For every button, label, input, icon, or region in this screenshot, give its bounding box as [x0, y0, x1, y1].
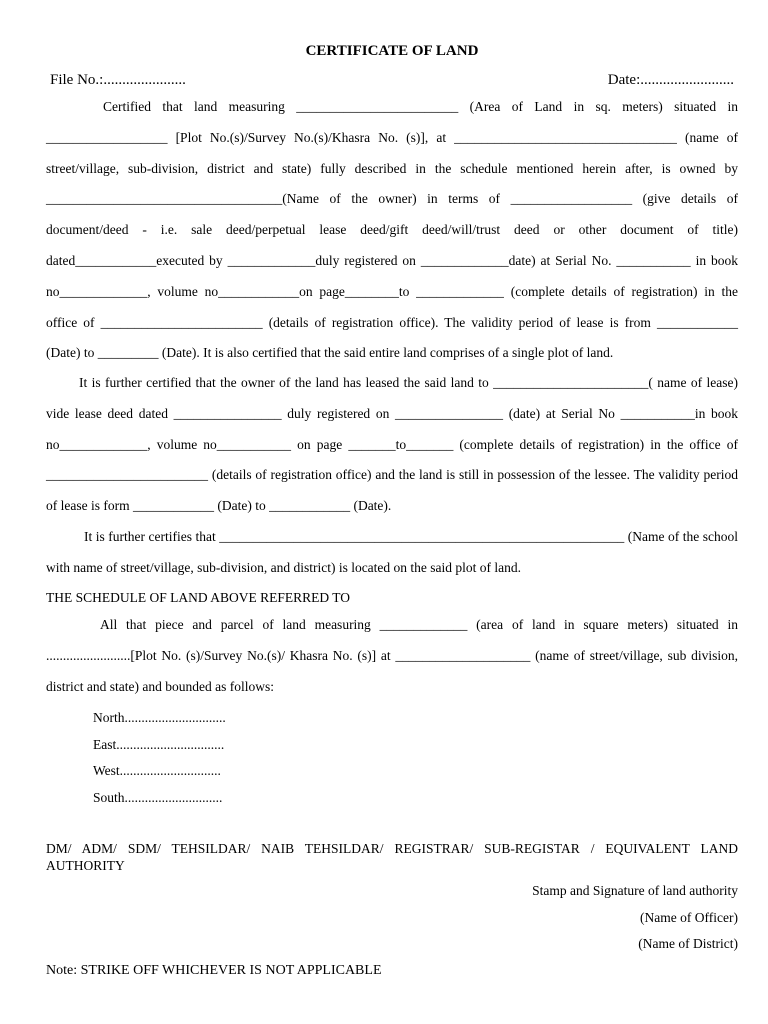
boundary-west: West.............................. [93, 763, 221, 778]
ownership-text: Certified that land measuring ________________________ (Area of Land in sq. meters) situated in __________________ [Plot No.(s)/Survey No.(s)/Khasra No. (s)], at _________________________________ (name of street/village, sub-division, district and state) fully described in the schedule mentioned herein after, is owned by ___________________________________(Name of the owner) in terms of __________________ (give details of document/deed - i.e. sale deed/perpetual lease deed/gift deed/will/trust deed or other document of title) dated____________executed by _____________duly registered on _____________date) at Serial No. ___________ in book no_____________, volume no____________on page________to _____________ (complete details of registration) in the office of ________________________ (details of registration office). The validity period of lease is from ____________ (Date) to _________ (Date). It is also certified that the said entire land comprises of a single plot of land. [46, 99, 738, 361]
schedule-heading: THE SCHEDULE OF LAND ABOVE REFERRED TO [46, 590, 351, 605]
lease-paragraph [46, 368, 738, 522]
authority-line: DM/ ADM/ SDM/ TEHSILDAR/ NAIB TEHSILDAR/ REGISTRAR/ SUB-REGISTAR / EQUIVALENT LAND AUTHORITY [46, 841, 738, 873]
file-number: File No.:...................... [50, 72, 186, 88]
officer-name-label: (Name of Officer) [640, 910, 738, 925]
school-paragraph [46, 522, 738, 584]
boundary-south: South............................. [93, 789, 223, 805]
date-field: Date:......................... [607, 72, 734, 88]
schedule-paragraph [46, 610, 738, 702]
district-name-label: (Name of District) [638, 936, 738, 951]
document-title: CERTIFICATE OF LAND [305, 43, 479, 59]
lease-text: It is further certified that the owner of the land has leased the said land to _______________________( name of lease) vide lease deed dated ________________ duly registered on ________________ (date) at Serial No ___________in book no_____________, volume no___________ on page _______to_______ (complete details of registration) in the office of ________________________ (details of registration office) and the land is still in possession of the lessee. The validity period of lease is form ____________ (Date) to ____________ (Date). [46, 375, 738, 514]
boundaries-list [93, 708, 226, 814]
boundary-east: East................................ [93, 736, 225, 752]
ownership-paragraph [46, 92, 738, 369]
stamp-signature-label: Stamp and Signature of land authority [532, 883, 738, 898]
school-text: It is further certifies that ____________________________________________________________ (Name of the school with name of street/village, sub-division, and district) is located on the said plot of land. [46, 529, 738, 575]
footnote: Note: STRIKE OFF WHICHEVER IS NOT APPLICABLE [46, 963, 382, 978]
schedule-text: All that piece and parcel of land measuring _____________ (area of land in square meters) situated in .........................[Plot No. (s)/Survey No.(s)/ Khasra No. (s)] at ____________________ (name of street/village, sub division, district and state) and bounded as follows: [46, 617, 738, 694]
boundary-north: North.............................. [93, 710, 226, 725]
